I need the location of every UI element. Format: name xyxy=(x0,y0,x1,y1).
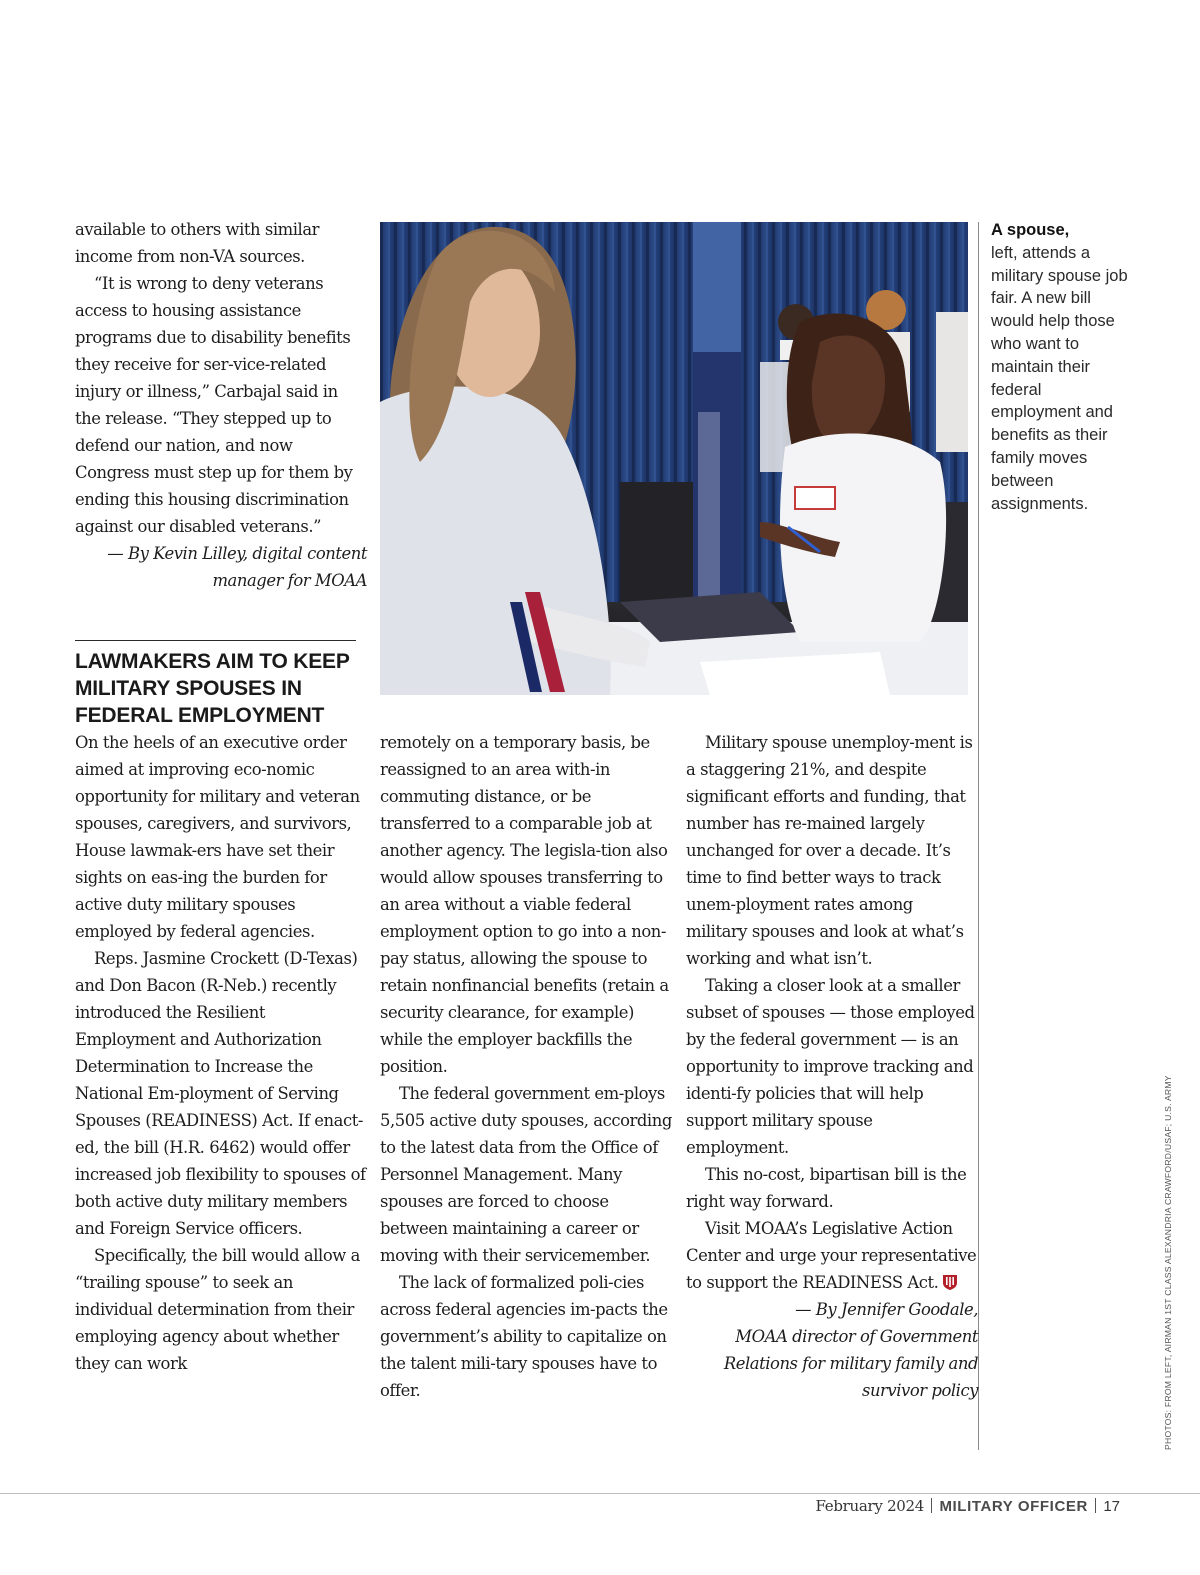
body-paragraph: Reps. Jasmine Crockett (D-Texas) and Don Bacon (R-Neb.) recently introduced the Resilient Employment and Authorization Determination to Increase the National Em-ployment of Serving Spouses (READINESS) Act. If enact-ed, the bill (H.R. 6462) would offer increased job flexibility to spouses of both active duty military members and Foreign Service officers. xyxy=(75,949,366,1238)
footer-separator xyxy=(931,1498,932,1513)
body-paragraph-final xyxy=(686,1215,978,1296)
byline-line: MOAA director of Government Relations for military family and survivor policy xyxy=(723,1327,978,1400)
article-column-1 xyxy=(75,729,367,1377)
page-number: 17 xyxy=(1103,1498,1120,1515)
article-byline xyxy=(686,1296,978,1404)
previous-article-byline xyxy=(75,540,367,594)
previous-article-end xyxy=(75,216,367,594)
page-footer xyxy=(816,1497,1120,1516)
body-paragraph: On the heels of an executive order aimed at improving eco-nomic opportunity for military and veteran spouses, caregivers, and survivors, House lawmak-ers have set their sights on eas-ing the burden for active duty military spouses employed by federal agencies. xyxy=(75,733,360,941)
byline-line: manager for MOAA xyxy=(212,571,367,590)
footer-separator xyxy=(1095,1498,1096,1513)
magazine-name: MILITARY OFFICER xyxy=(939,1498,1088,1515)
caption-lead: A spouse, xyxy=(991,221,1070,239)
article-column-3 xyxy=(686,729,978,1404)
caption-text: left, attends a military spouse job fair. A new bill would help those who want to maintain their federal employment and benefits as their family moves between assignments. xyxy=(991,243,1128,513)
column-rule xyxy=(978,222,979,1450)
footer-rule xyxy=(0,1493,1200,1494)
body-paragraph: Taking a closer look at a smaller subset of spouses — those employed by the federal government — is an opportunity to improve tracking and identi-fy policies that will help support military spouse employment. xyxy=(686,976,975,1157)
body-paragraph: The federal government em-ploys 5,505 active duty spouses, according to the latest data from the Office of Personnel Management. Many spouses are forced to choose between maintaining a career or moving with their servicemember. xyxy=(380,1084,672,1265)
body-paragraph: Military spouse unemploy-ment is a staggering 21%, and despite significant efforts and funding, that number has re-mained largely unchanged for over a decade. It’s time to find better ways to track unem-ployment rates among military spouses and look at what’s working and what isn’t. xyxy=(686,733,973,968)
body-paragraph: Specifically, the bill would allow a “trailing spouse” to seek an individual determination from their employing agency about whether they can work xyxy=(75,1246,360,1373)
photo-illustration xyxy=(380,222,968,695)
issue-date: February 2024 xyxy=(815,1497,925,1515)
article-headline: LAWMAKERS AIM TO KEEP MILITARY SPOUSES IN FEDERAL EMPLOYMENT xyxy=(75,650,350,727)
photo-credit: PHOTOS: FROM LEFT, AIRMAN 1ST CLASS ALEXANDRIA CRAWFORD/USAF; U.S. ARMY xyxy=(1163,1075,1173,1450)
section-divider xyxy=(75,640,356,641)
article-column-2 xyxy=(380,729,672,1404)
body-text: Visit MOAA’s Legislative Action Center and urge your representative to support the READINESS Act. xyxy=(686,1219,977,1292)
body-paragraph: This no-cost, bipartisan bill is the right way forward. xyxy=(686,1165,967,1211)
body-paragraph: remotely on a temporary basis, be reassigned to an area with-in commuting distance, or be transferred to a comparable job at another agency. The legisla-tion also would allow spouses transferring to an area without a viable federal employment option to go into a non-pay status, allowing the spouse to retain nonfinancial benefits (retain a security clearance, for example) while the employer backfills the position. xyxy=(380,733,669,1076)
byline-line: — By Kevin Lilley, digital content xyxy=(107,544,367,563)
byline-line: — By Jennifer Goodale, xyxy=(795,1300,978,1319)
moaa-endmark-icon xyxy=(942,1274,958,1290)
body-paragraph: The lack of formalized poli-cies across federal agencies im-pacts the government’s ability to capitalize on the talent mili-tary spouses have to offer. xyxy=(380,1273,668,1400)
previous-article-quote: “It is wrong to deny veterans access to housing assistance programs due to disability benefits they receive for ser-vice-related injury or illness,” Carbajal said in the release. “They stepped up to defend our nation, and now Congress must step up for them by ending this housing discrimination against our disabled veterans.” xyxy=(75,274,353,536)
previous-article-paragraph: available to others with similar income from non-VA sources. xyxy=(75,220,320,266)
job-fair-photo xyxy=(380,222,968,695)
photo-caption xyxy=(991,219,1131,515)
